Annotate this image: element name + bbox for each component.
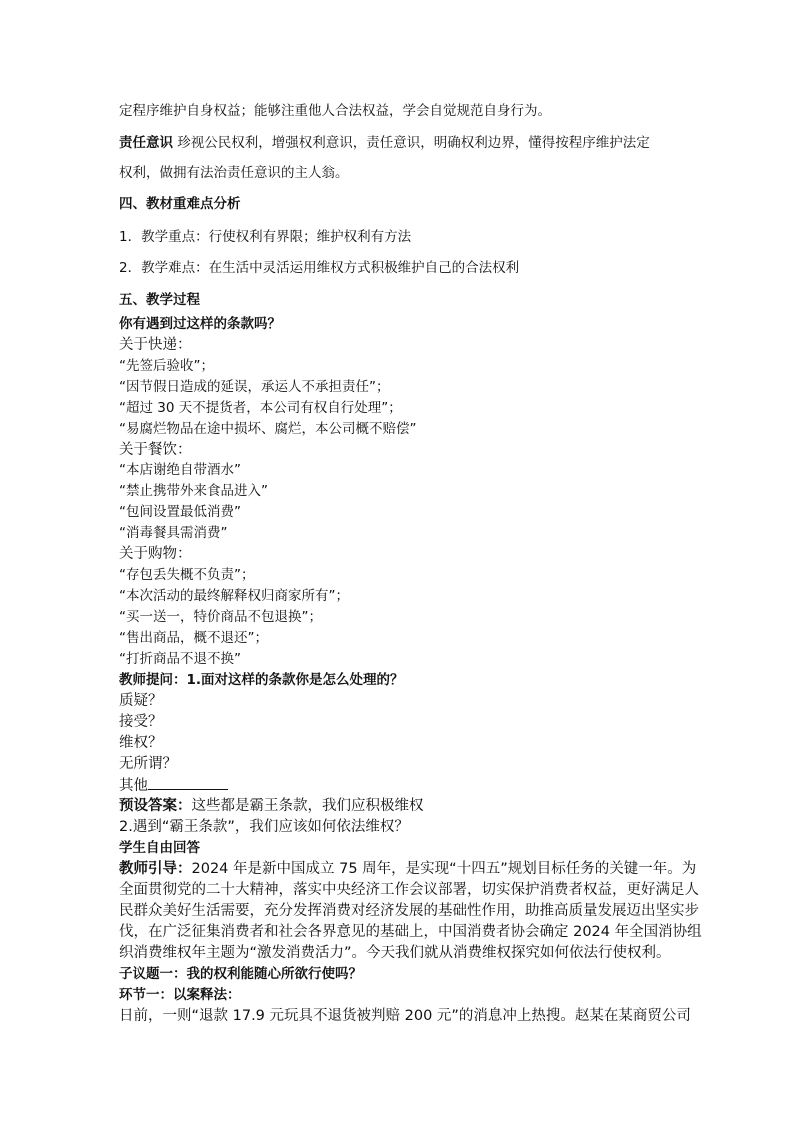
option-label: 其他 <box>119 778 148 794</box>
text-line: 权利，做拥有法治责任意识的主人翁。 <box>119 165 349 181</box>
question-title: 你有遇到过这样的条款吗？ <box>119 316 281 332</box>
guide-label: 教师引导： <box>119 861 192 877</box>
list-item: “消毒餐具需消费” <box>119 525 228 541</box>
option: 维权？ <box>119 735 163 751</box>
text-line: 关于餐饮： <box>119 442 192 458</box>
text-line: 关于快递： <box>119 337 192 353</box>
option <box>119 775 684 796</box>
answer-text: 这些都是霸王条款，我们应积极维权 <box>191 798 424 814</box>
guide-text: 2024 年是新中国成立 75 周年，是实现“十四五”规划目标任务的关键一年。为 <box>191 861 697 877</box>
text-line: 1．教学重点：行使权利有界限；维护权利有方法 <box>119 229 412 245</box>
text-line: 日前，一则“退款 17.9 元玩具不退货被判赔 200 元”的消息冲上热搜。赵某在某商贸公司 <box>119 1008 691 1024</box>
fill-blank <box>148 775 228 790</box>
list-item: “因节假日造成的延误，承运人不承担责任”； <box>119 379 390 395</box>
text-line <box>119 859 697 879</box>
text-line: 定程序维护自身权益；能够注重他人合法权益，学会自觉规范自身行为。 <box>119 103 551 119</box>
option: 无所谓？ <box>119 756 177 772</box>
text-line: 学生自由回答 <box>119 840 200 856</box>
list-item: “超过 30 天不提货者，本公司有权自行处理”； <box>119 400 402 416</box>
link-1: 环节一：以案释法： <box>119 987 241 1003</box>
text-line: 伐，在广泛征集消费者和社会各界意见的基础上，中国消费者协会确定 2024 年全国消协组 <box>119 924 702 940</box>
section-heading-5: 五、教学过程 <box>119 292 200 308</box>
text-span: 珍视公民权利，增强权利意识，责任意识，明确权利边界，懂得按程序维护法定 <box>173 135 650 151</box>
teacher-question-2: 2.遇到“霸王条款”，我们应该如何依法维权？ <box>119 819 409 835</box>
list-item: “售出商品，概不退还”； <box>119 630 268 646</box>
list-item: “本次活动的最终解释权归商家所有”； <box>119 588 349 604</box>
section-heading-4: 四、教材重难点分析 <box>119 196 241 212</box>
option: 质疑？ <box>119 693 163 709</box>
list-item: “买一送一，特价商品不包退换”； <box>119 609 322 625</box>
list-item: “包间设置最低消费” <box>119 504 241 520</box>
option: 接受？ <box>119 714 163 730</box>
text-line: 全面贯彻党的二十大精神，落实中央经济工作会议部署，切实保护消费者权益，更好满足人 <box>119 882 699 898</box>
list-item: “易腐烂物品在途中损坏、腐烂，本公司概不赔偿” <box>119 421 417 437</box>
text-line <box>119 796 684 816</box>
teacher-question-1: 教师提问：1.面对这样的条款你是怎么处理的？ <box>119 672 404 688</box>
text-line: 民群众美好生活需要，充分发挥消费对经济发展的基础性作用，助推高质量发展迈出坚实步 <box>119 903 699 919</box>
list-item: “禁止携带外来食品进入” <box>119 483 268 499</box>
answer-label: 预设答案： <box>119 798 192 814</box>
list-item: “先签后验收”； <box>119 358 214 374</box>
text-line: 织消费维权年主题为“激发消费活力”。今天我们就从消费维权探究如何依法行使权利。 <box>119 945 671 961</box>
list-item: “存包丢失概不负责”； <box>119 567 255 583</box>
list-item: “打折商品不退不换” <box>119 651 241 667</box>
text-line: 2．教学难点：在生活中灵活运用维权方式积极维护自己的合法权利 <box>119 260 520 276</box>
sub-topic-1: 子议题一：我的权利能随心所欲行使吗？ <box>119 966 362 982</box>
text-line <box>119 133 684 153</box>
label-responsibility: 责任意识 <box>119 135 173 151</box>
list-item: “本店谢绝自带酒水” <box>119 462 241 478</box>
text-line: 关于购物： <box>119 546 192 562</box>
